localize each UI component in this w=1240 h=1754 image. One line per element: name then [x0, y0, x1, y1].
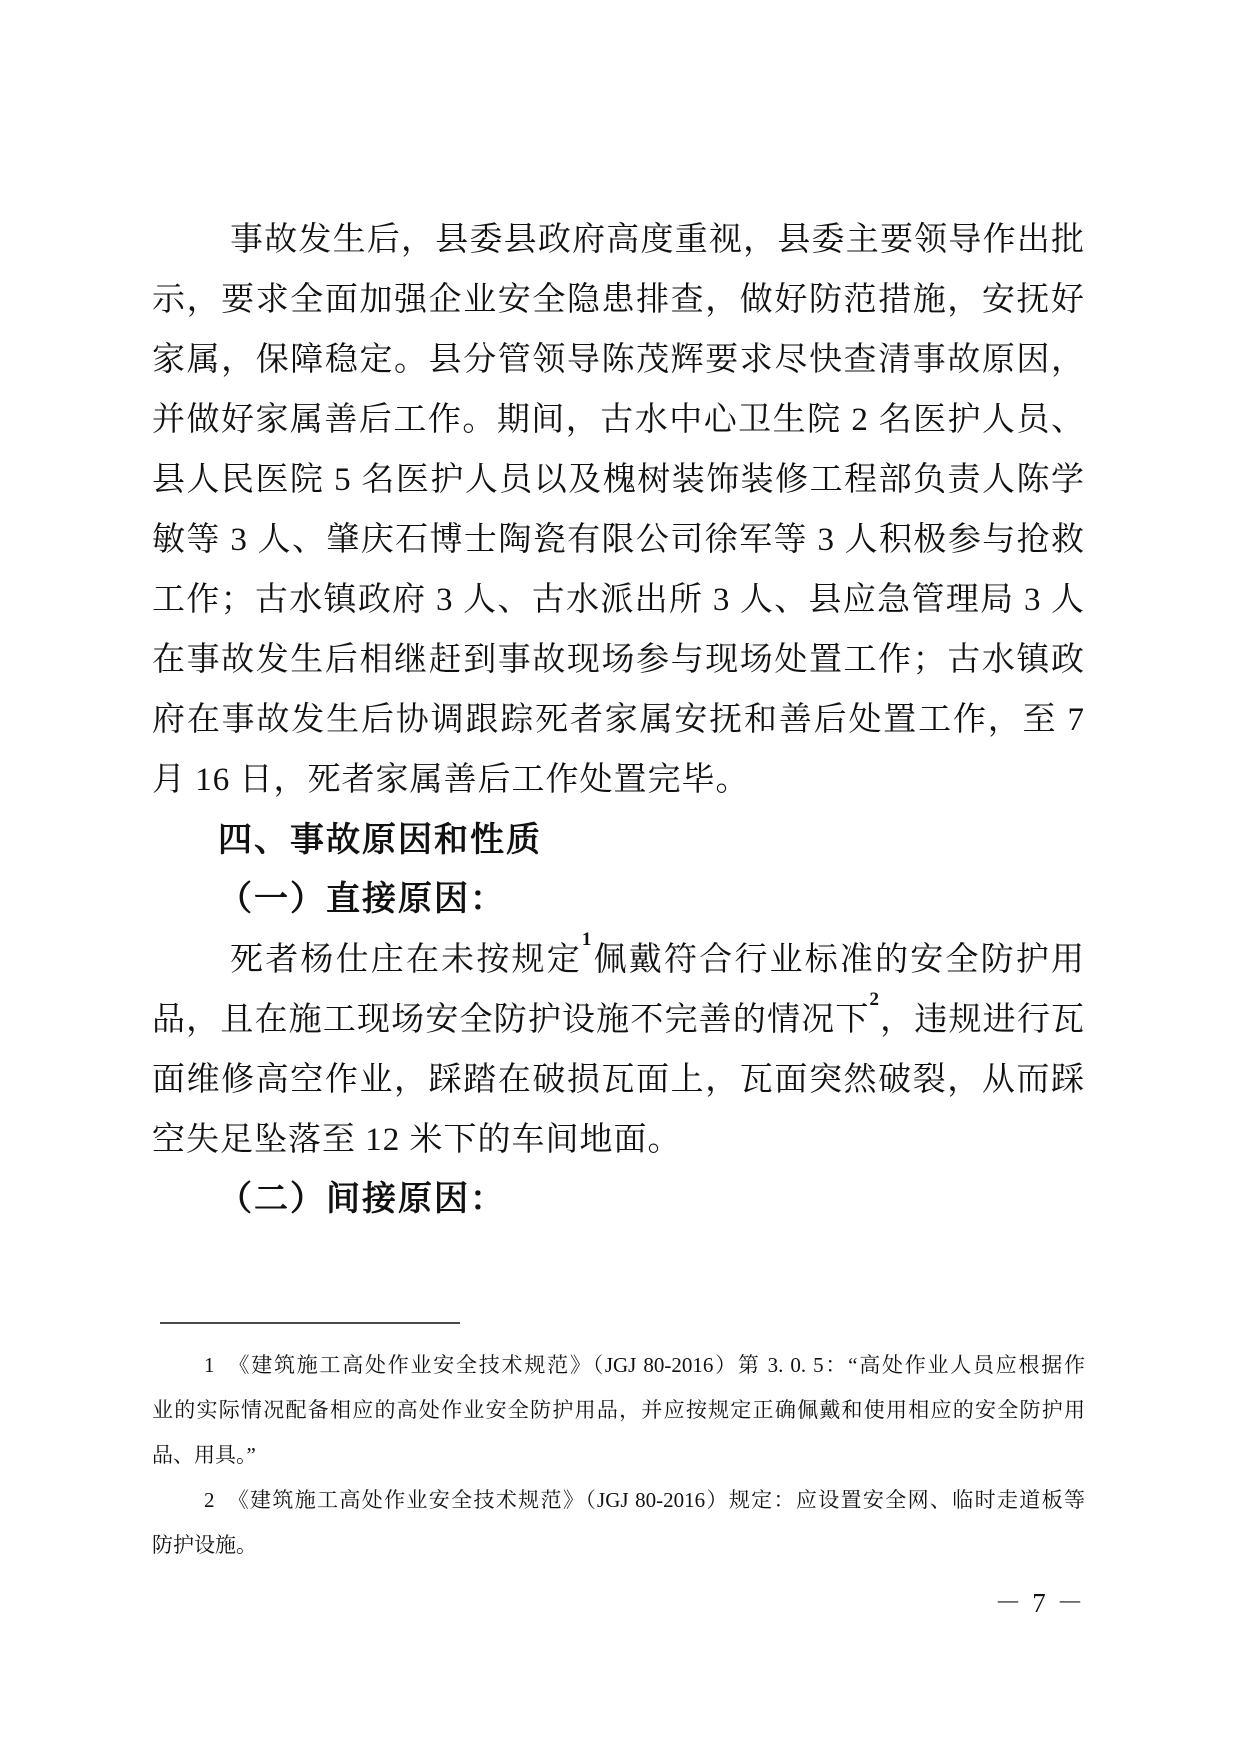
body-text-block [152, 210, 1085, 1230]
text-line: 敏等 3 人、肇庆石博士陶瓷有限公司徐军等 3 人积极参与抢救 [152, 522, 1085, 558]
footnote-1 [152, 1343, 1085, 1478]
footnotes-block [152, 1343, 1085, 1568]
text-segment: 佩戴符合行业标准的安全防护用 [592, 942, 1085, 978]
text-line: 工作；古水镇政府 3 人、古水派出所 3 人、县应急管理局 3 人 [152, 582, 1085, 618]
footnote-line: 品、用具。” [152, 1443, 256, 1467]
text-line: 并做好家属善后工作。期间，古水中心卫生院 2 名医护人员、 [152, 402, 1085, 438]
text-segment: ，违规进行瓦 [880, 1002, 1086, 1038]
section-heading-causes: 四、事故原因和性质 [218, 821, 542, 859]
text-line [152, 930, 1085, 990]
footnote-line: 业的实际情况配备相应的高处作业安全防护用品，并应按规定正确佩戴和使用相应的安全防护用 [152, 1398, 1085, 1422]
text-line: 事故发生后，县委县政府高度重视，县委主要领导作出批 [230, 222, 1085, 258]
text-line [152, 990, 1085, 1050]
footnote-line: 1 《建筑施工高处作业安全技术规范》（JGJ 80-2016）第 3. 0. 5：“高处作业人员应根据作 [204, 1353, 1085, 1377]
text-line: 府在事故发生后协调跟踪死者家属安抚和善后处置工作，至 7 [152, 702, 1085, 738]
text-segment: 品，且在施工现场安全防护设施不完善的情况下 [152, 1002, 870, 1038]
text-line: 家属，保障稳定。县分管领导陈茂辉要求尽快查清事故原因， [152, 342, 1085, 378]
text-line: 示，要求全面加强企业安全隐患排查，做好防范措施，安抚好 [152, 282, 1085, 318]
text-segment: 死者杨仕庄在未按规定 [230, 942, 582, 978]
text-line: 空失足坠落至 12 米下的车间地面。 [152, 1122, 682, 1158]
text-line: 在事故发生后相继赶到事故现场参与现场处置工作；古水镇政 [152, 642, 1085, 678]
text-line: 县人民医院 5 名医护人员以及槐树装饰装修工程部负责人陈学 [152, 462, 1085, 498]
footnote-2 [152, 1478, 1085, 1568]
subsection-heading-indirect-cause: （二）间接原因： [218, 1181, 506, 1218]
footnote-line: 防护设施。 [152, 1533, 257, 1557]
footnote-separator [160, 1322, 460, 1324]
footnote-ref-1: 1 [581, 929, 593, 950]
body-paragraph-2 [152, 930, 1085, 1170]
page-number: － 7 － [994, 1588, 1086, 1618]
subsection-heading-direct-cause: （一）直接原因： [218, 881, 506, 918]
footnote-line: 2 《建筑施工高处作业安全技术规范》（JGJ 80-2016）规定：应设置安全网、临时走道板等 [204, 1488, 1085, 1512]
text-line: 月 16 日，死者家属善后工作处置完毕。 [152, 762, 750, 798]
text-line: 面维修高空作业，踩踏在破损瓦面上，瓦面突然破裂，从而踩 [152, 1062, 1085, 1098]
footnote-ref-2: 2 [869, 989, 880, 1010]
body-paragraph-1 [152, 210, 1085, 810]
